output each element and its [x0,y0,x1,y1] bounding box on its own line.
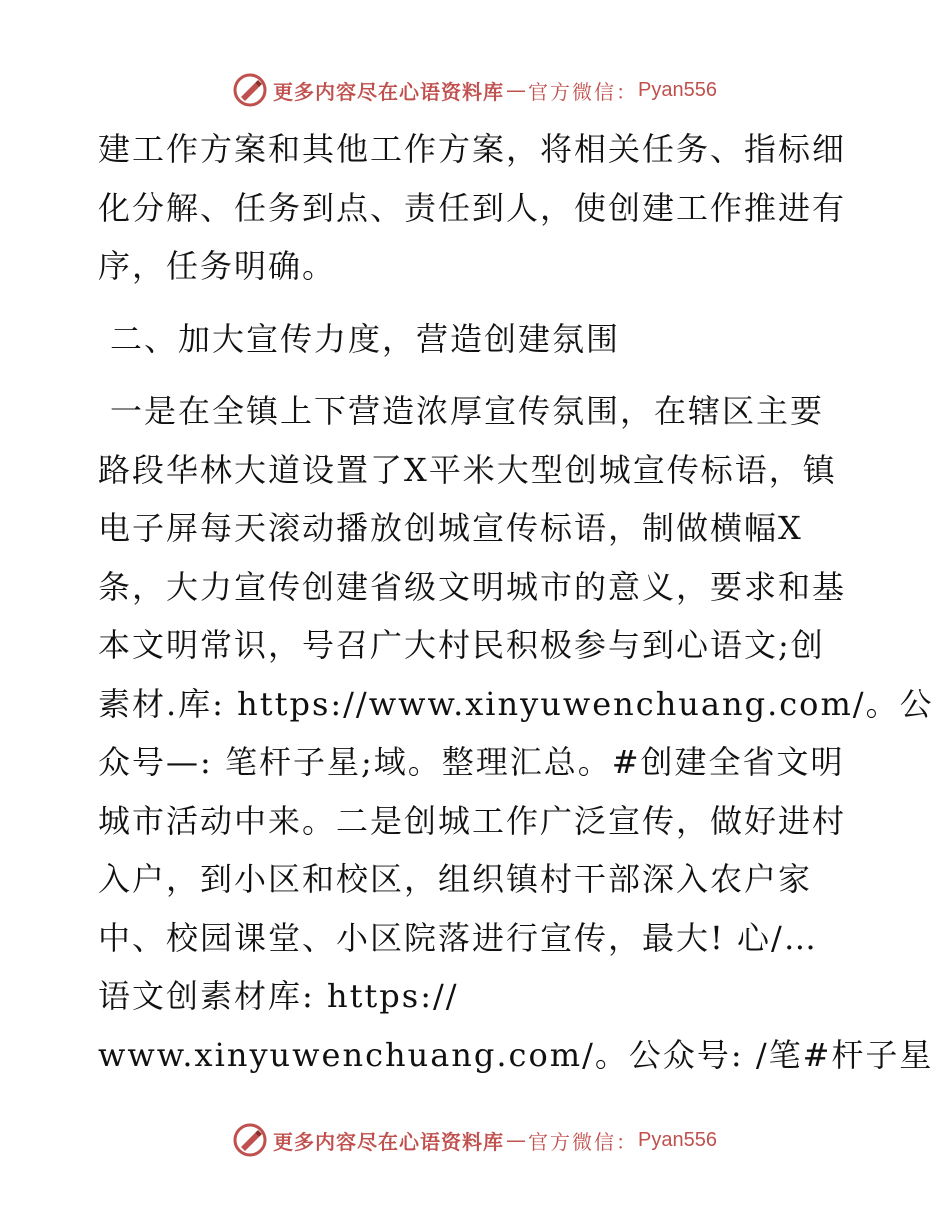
brand-logo-icon [233,73,267,107]
footer-watermark-banner [0,1120,950,1160]
body-line: 中、校园课堂、小区院落进行宣传，最大! 心/… [98,918,818,957]
banner-main-text: 更多内容尽在心语资料库 [273,79,505,104]
banner-main-text: 更多内容尽在心语资料库 [273,1129,505,1154]
banner-wechat-label: 官方微信： [528,1129,639,1154]
body-line: 序，任务明确。 [98,247,337,285]
brand-logo-icon [233,1123,267,1157]
body-line: 化分解、任务到点、责任到人，使创建工作推进有 [98,188,847,227]
body-line: 众号—: 笔杆子星;域。整理汇总。#创建全省文明 [98,743,845,781]
body-line: 本文明常识，号召广大村民积极参与到心语文;创 [98,626,825,664]
body-line: 城市活动中来。二是创城工作广泛宣传，做好进村 [98,801,847,840]
banner-dash: — [506,78,527,102]
body-line: 语文创素材库: https:// [98,977,459,1015]
document-body [98,120,934,1084]
body-line: www.xinyuwenchuang.com/。公众号: /笔#杆子星 [98,1035,934,1074]
body-line: 电子屏每天滚动播放创城宣传标语，制做横幅X [98,509,803,547]
body-line: 素材.库: https://www.xinyuwenchuang.com/。公 [98,684,934,723]
banner-wechat-label: 官方微信： [528,79,639,104]
banner-dash: — [506,1128,527,1152]
body-line: 条，大力宣传创建省级文明城市的意义，要求和基 [98,567,847,606]
banner-wechat-id: Pyan556 [638,1128,717,1151]
header-watermark-banner [0,70,950,110]
body-line: 一是在全镇上下营造浓厚宣传氛围，在辖区主要 [110,392,825,430]
body-line: 入户，到小区和校区，组织镇村干部深入农户家 [98,860,813,898]
section-heading: 二、加大宣传力度，营造创建氛围 [110,319,621,358]
body-line: 建工作方案和其他工作方案，将相关任务、指标细 [98,130,847,168]
banner-wechat-id: Pyan556 [638,78,717,101]
body-line: 路段华林大道设置了X平米大型创城宣传标语，镇 [98,450,837,489]
